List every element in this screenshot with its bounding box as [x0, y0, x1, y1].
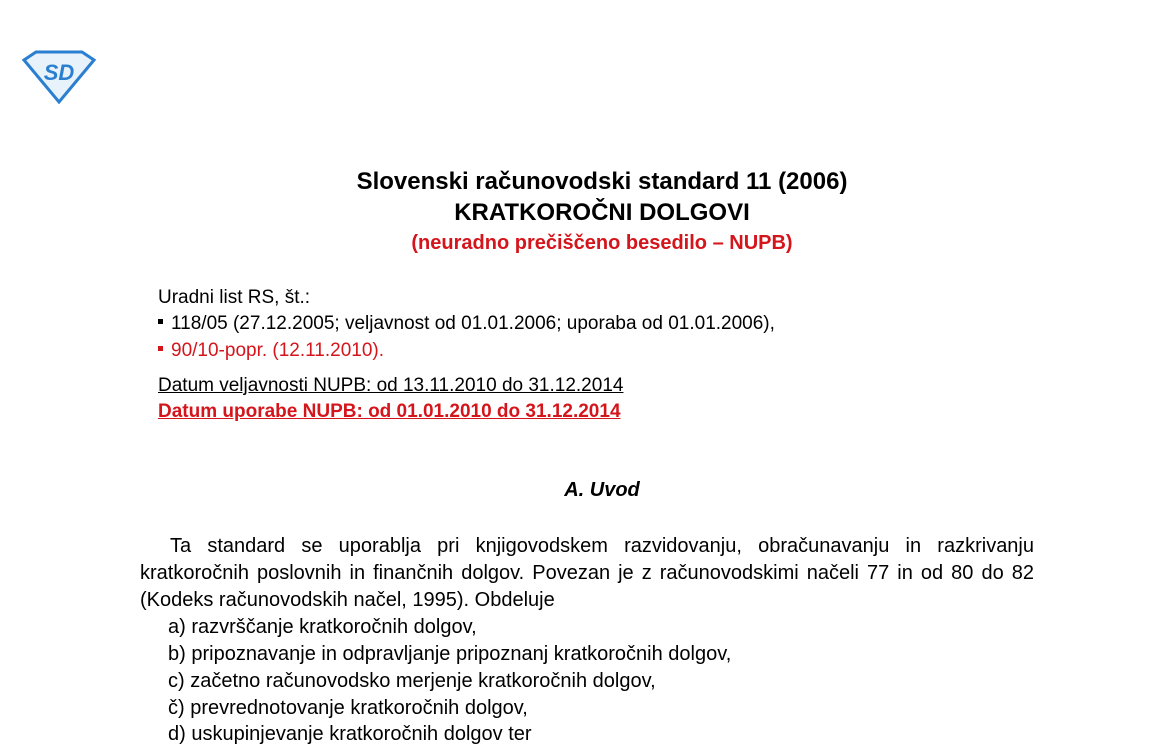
list-item: c) začetno računovodsko merjenje kratkoročnih dolgov,	[168, 670, 656, 692]
gazette-entry	[158, 313, 775, 335]
section-paragraph	[140, 533, 1034, 614]
bullet-icon	[158, 346, 163, 351]
svg-text:SD: SD	[43, 60, 75, 85]
document-subtitle: KRATKOROČNI DOLGOVI	[454, 199, 750, 226]
sd-logo-icon	[22, 50, 96, 104]
gazette-entry-text: 90/10-popr. (12.11.2010).	[171, 340, 385, 361]
list-item: č) prevrednotovanje kratkoročnih dolgov,	[168, 697, 528, 719]
paragraph-text: Ta standard se uporablja pri knjigovodskem razvidovanju, obračunavanju in razkrivanju kratkoročnih poslovnih in finančnih dolgov. Povezan je z računovodskimi načeli 77 in od 80 do 82 (Kodeks računovodskih načel, 1995). Obdeluje	[140, 535, 1034, 611]
list-item: b) pripoznavanje in odpravljanje pripoznanj kratkoročnih dolgov,	[168, 643, 732, 665]
document-note: (neuradno prečiščeno besedilo – NUPB)	[411, 232, 793, 254]
gazette-entry	[158, 340, 384, 362]
usage-date: Datum uporabe NUPB: od 01.01.2010 do 31.12.2014	[158, 401, 621, 422]
bullet-icon	[158, 319, 163, 324]
list-item: a) razvrščanje kratkoročnih dolgov,	[168, 616, 477, 638]
gazette-label: Uradni list RS, št.:	[158, 287, 311, 308]
document-title: Slovenski računovodski standard 11 (2006)	[356, 168, 848, 195]
validity-date: Datum veljavnosti NUPB: od 13.11.2010 do 31.12.2014	[158, 375, 624, 396]
gazette-entry-text: 118/05 (27.12.2005; veljavnost od 01.01.2006; uporaba od 01.01.2006),	[171, 313, 775, 334]
list-item: d) uskupinjevanje kratkoročnih dolgov ter	[168, 723, 532, 745]
section-heading: A. Uvod	[564, 479, 640, 501]
